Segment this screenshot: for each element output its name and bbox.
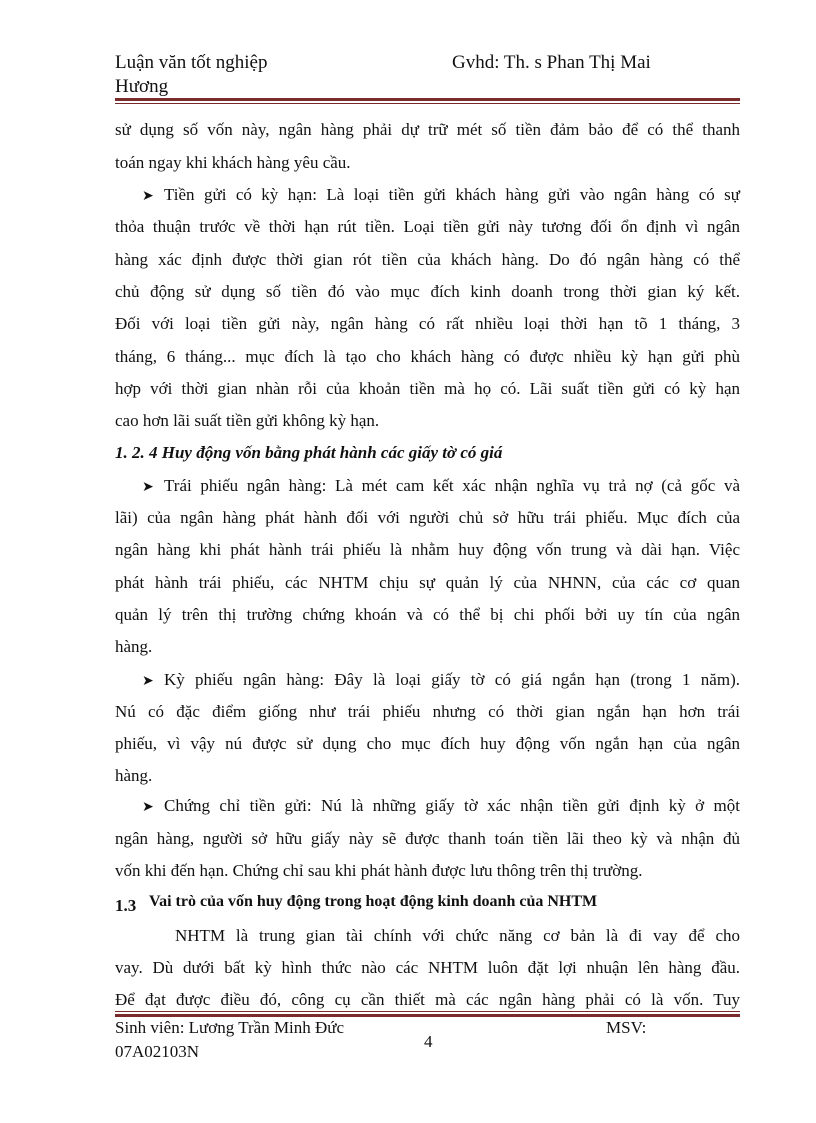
- footer-rule-thin: [115, 1011, 740, 1012]
- body-line: chủ động sử dụng số tiền đó vào mục đích kinh doanh trong thời gian ký kết.: [115, 282, 740, 301]
- header-rule-thick: [115, 98, 740, 101]
- page-number: 4: [424, 1032, 433, 1051]
- footer-msv-value: 07A02103N: [115, 1042, 200, 1061]
- body-line: Nú có đặc điểm giống như trái phiếu nhưng có thời gian ngắn hạn hơn trái: [115, 702, 740, 721]
- footer-msv-label: MSV:: [606, 1018, 647, 1037]
- footer-student: Sinh viên: Lương Trần Minh Đức: [115, 1018, 345, 1037]
- arrow-bullet-icon: ➤: [142, 800, 154, 815]
- body-line: vốn khi đến hạn. Chứng chỉ sau khi phát hành được lưu thông trên thị trường.: [115, 861, 643, 880]
- body-line: thỏa thuận trước về thời hạn rút tiền. Loại tiền gửi này tương đối ổn định vì ngân: [115, 217, 740, 236]
- body-line: ngân hàng khi phát hành trái phiếu là nhằm huy động vốn trung và dài hạn. Việc: [115, 540, 740, 559]
- body-line: hợp với thời gian nhàn rỗi của khoản tiền mà họ có. Lãi suất tiền gửi có kỳ hạn: [115, 379, 740, 398]
- body-line: hàng.: [115, 766, 153, 785]
- arrow-bullet-icon: ➤: [142, 674, 154, 689]
- body-line: quản lý trên thị trường chứng khoán và có thể bị chi phối bởi uy tín của ngân: [115, 605, 740, 624]
- header-rule-thin: [115, 103, 740, 104]
- body-line: lãi) của ngân hàng phát hành đối với người chủ sở hữu trái phiếu. Mục đích của: [115, 508, 740, 527]
- bullet-first-line: ➤ Kỳ phiếu ngân hàng: Đây là loại giấy tờ có giá ngắn hạn (trong 1 năm).: [142, 670, 740, 692]
- arrow-bullet-icon: ➤: [142, 189, 154, 204]
- body-line: ngân hàng, người sở hữu giấy này sẽ được thanh toán tiền lãi theo kỳ và nhận đủ: [115, 829, 740, 848]
- bullet-first-line: ➤ Trái phiếu ngân hàng: Là mét cam kết xác nhận nghĩa vụ trả nợ (cả gốc và: [142, 476, 740, 498]
- body-line: cao hơn lãi suất tiền gửi không kỳ hạn.: [115, 411, 380, 430]
- section-heading: Vai trò của vốn huy động trong hoạt động kinh doanh của NHTM: [149, 893, 598, 910]
- body-line: Đối với loại tiền gửi này, ngân hàng có rất nhiều loại thời hạn tõ 1 tháng, 3: [115, 314, 740, 333]
- body-line: hàng xác định được thời gian rót tiền của khách hàng. Do đó ngân hàng có thể: [115, 250, 740, 269]
- footer-rule-thick: [115, 1014, 740, 1017]
- body-line: sử dụng số vốn này, ngân hàng phải dự trữ mét số tiền đảm bảo để có thể thanh: [115, 120, 740, 139]
- bullet-first-line: ➤ Tiền gửi có kỳ hạn: Là loại tiền gửi khách hàng gửi vào ngân hàng có sự: [142, 185, 740, 207]
- arrow-bullet-icon: ➤: [142, 480, 154, 495]
- body-line: toán ngay khi khách hàng yêu cầu.: [115, 153, 351, 172]
- body-line-indented: NHTM là trung gian tài chính với chức năng cơ bản là đi vay để cho: [175, 926, 740, 945]
- header-right: Gvhd: Th. s Phan Thị Mai: [452, 52, 651, 73]
- body-line: Để đạt được điều đó, công cụ cần thiết mà các ngân hàng phải có là vốn. Tuy: [115, 990, 740, 1009]
- section-number: 1.3: [115, 896, 137, 915]
- body-line: tháng, 6 tháng... mục đích là tạo cho khách hàng có được nhiều kỳ hạn gửi phù: [115, 347, 740, 366]
- header-left: Luận văn tốt nghiệp: [115, 52, 268, 73]
- header-left-continued: Hương: [115, 76, 169, 97]
- section-heading: 1. 2. 4 Huy động vốn bằng phát hành các giấy tờ có giá: [115, 443, 503, 462]
- bullet-first-line: ➤ Chứng chỉ tiền gửi: Nú là những giấy tờ xác nhận tiền gửi định kỳ ở một: [142, 796, 740, 818]
- body-line: hàng.: [115, 637, 153, 656]
- body-line: vay. Dù dưới bất kỳ hình thức nào các NHTM luôn đặt lợi nhuận lên hàng đầu.: [115, 958, 740, 977]
- body-line: phát hành trái phiếu, các NHTM chịu sự quản lý của NHNN, của các cơ quan: [115, 573, 740, 592]
- body-line: phiếu, vì vậy nú được sử dụng cho mục đích huy động vốn ngắn hạn của ngân: [115, 734, 740, 753]
